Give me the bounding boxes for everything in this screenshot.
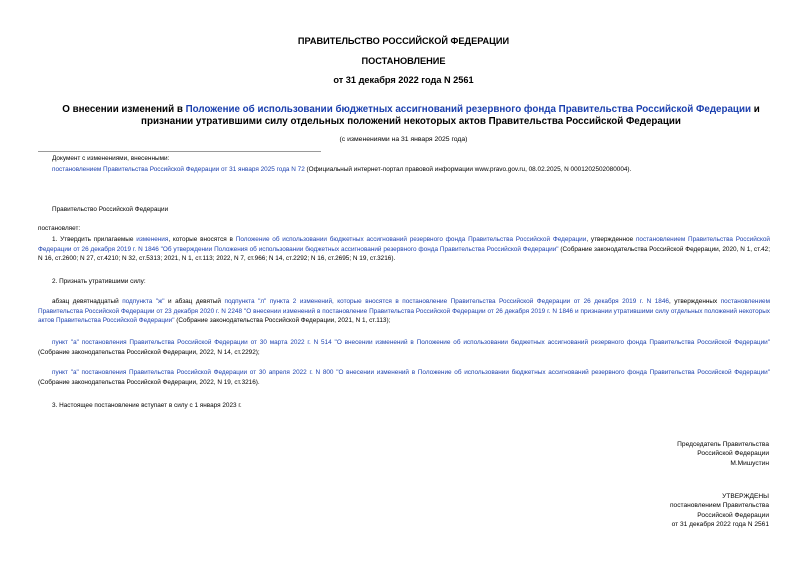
- title-prefix: О внесении изменений в: [62, 104, 186, 115]
- item-1-text-a: 1. Утвердить прилагаемые: [52, 236, 137, 243]
- signature-country: Российской Федерации: [697, 450, 769, 458]
- sub-1-text-a: абзац девятнадцатый: [52, 298, 123, 305]
- footnote-tail: (Официальный интернет-портал правовой информации www.pravo.gov.ru, 08.02.2025, N 0001202502080004).: [304, 166, 632, 173]
- approval-line-4: от 31 декабря 2022 года N 2561: [671, 521, 769, 529]
- doc-title: [52, 104, 770, 128]
- item-1-text-b: , которые вносятся в: [168, 236, 236, 243]
- sub-3-text-d: (Собрание законодательства Российской Федерации, 2022, N 19, ст.3216).: [38, 378, 260, 386]
- approval-heading: УТВЕРЖДЕНЫ: [722, 493, 769, 500]
- approval-block: [670, 492, 769, 530]
- sub-2-link-resolution-514[interactable]: пункт "а" постановления Правительства Российской Федерации от 30 марта 2022 г. N 514 "О внесении изменений в Положение об использовании бюджетных ассигнований резервного фонда Правительства Российской Федерации": [52, 339, 770, 346]
- resolves-line: постановляет:: [38, 225, 81, 232]
- item-1-text-d: (Собрание законодательства Российской Федерации, 2020, N 1, ст.42; N 16, ст.2600; N 27, ст.4210; N 32, ст.5313; 2021, N 1, ст.113; 2022, N 7, ст.966; N 14, ст.2292; N 16, ст.2695; N 19, ст.3216).: [38, 245, 770, 263]
- sub-1-text-c: , утвержденных: [668, 298, 721, 305]
- item-2: 2. Признать утратившими силу:: [52, 278, 146, 285]
- item-2-sub-1: [38, 297, 770, 326]
- sub-2-text-d: (Собрание законодательства Российской Федерации, 2022, N 14, ст.2292);: [38, 348, 260, 356]
- title-suffix: и признании утратившими силу отдельных положений некоторых актов Правительства Российской Федерации: [141, 104, 760, 127]
- footnote-separator: [38, 151, 321, 152]
- approval-line-3: Российской Федерации: [697, 511, 769, 519]
- signature-block: [677, 440, 769, 468]
- sub-1-link-subpoint-zh[interactable]: подпункта "ж": [122, 298, 165, 305]
- item-1-link-changes[interactable]: изменения: [136, 236, 169, 243]
- sub-1-link-resolution-2248[interactable]: постановлением Правительства Российской Федерации от 23 декабря 2020 г. N 2248 "О внесении изменений в постановление Правительства Российской Федерации от 26 декабря 2019 г. N 1846 и признании утратившими силу отдельных положений некоторых актов Правительства Российской Федерации": [38, 298, 770, 325]
- government-line: Правительство Российской Федерации: [52, 206, 169, 213]
- org-heading: ПРАВИТЕЛЬСТВО РОССИЙСКОЙ ФЕДЕРАЦИИ: [297, 36, 510, 46]
- signature-name: М.Мишустин: [730, 459, 769, 467]
- doc-date-number: от 31 декабря 2022 года N 2561: [333, 75, 474, 85]
- approval-line-2: постановлением Правительства: [669, 502, 769, 510]
- item-1-text-c: , утвержденное: [586, 236, 636, 243]
- doc-type-heading: ПОСТАНОВЛЕНИЕ: [361, 56, 446, 66]
- item-2-sub-3: [38, 368, 770, 387]
- version-note: (с изменениями на 31 января 2025 года): [339, 136, 468, 143]
- footnote-link-resolution-72[interactable]: постановлением Правительства Российской Федерации от 31 января 2025 года N 72: [52, 166, 305, 173]
- sub-1-text-b: и абзац девятый: [164, 298, 225, 305]
- item-2-sub-2: [38, 338, 770, 357]
- signature-title: Председатель Правительства: [677, 441, 769, 448]
- footnote-amendments: [52, 166, 631, 173]
- sub-1-text-d: (Собрание законодательства Российской Федерации, 2021, N 1, ст.113);: [174, 317, 391, 325]
- item-1-link-resolution-1846[interactable]: постановлением Правительства Российской Федерации от 26 декабря 2019 г. N 1846 "Об утверждении Положения об использовании бюджетных ассигнований резервного фонда Правительства Российской Федерации": [38, 236, 770, 253]
- sub-3-link-resolution-800[interactable]: пункт "а" постановления Правительства Российской Федерации от 30 апреля 2022 г. N 800 "О внесении изменений в Положение об использовании бюджетных ассигнований резервного фонда Правительства Российской Федерации": [52, 369, 770, 376]
- sub-1-link-subpoint-l[interactable]: подпункта "л" пункта 2 изменений, которые вносятся в постановление Правительства Российской Федерации от 26 декабря 2019 г. N 1846: [224, 298, 669, 305]
- item-1: [38, 235, 770, 264]
- item-3: 3. Настоящее постановление вступает в силу с 1 января 2023 г.: [52, 402, 242, 409]
- footnote-intro: Документ с изменениями, внесенными:: [52, 155, 170, 162]
- item-1-link-regulation[interactable]: Положение об использовании бюджетных ассигнований резервного фонда Правительства Российской Федерации: [235, 236, 587, 243]
- title-link-regulation[interactable]: Положение об использовании бюджетных ассигнований резервного фонда Правительства Российской Федерации: [185, 104, 751, 115]
